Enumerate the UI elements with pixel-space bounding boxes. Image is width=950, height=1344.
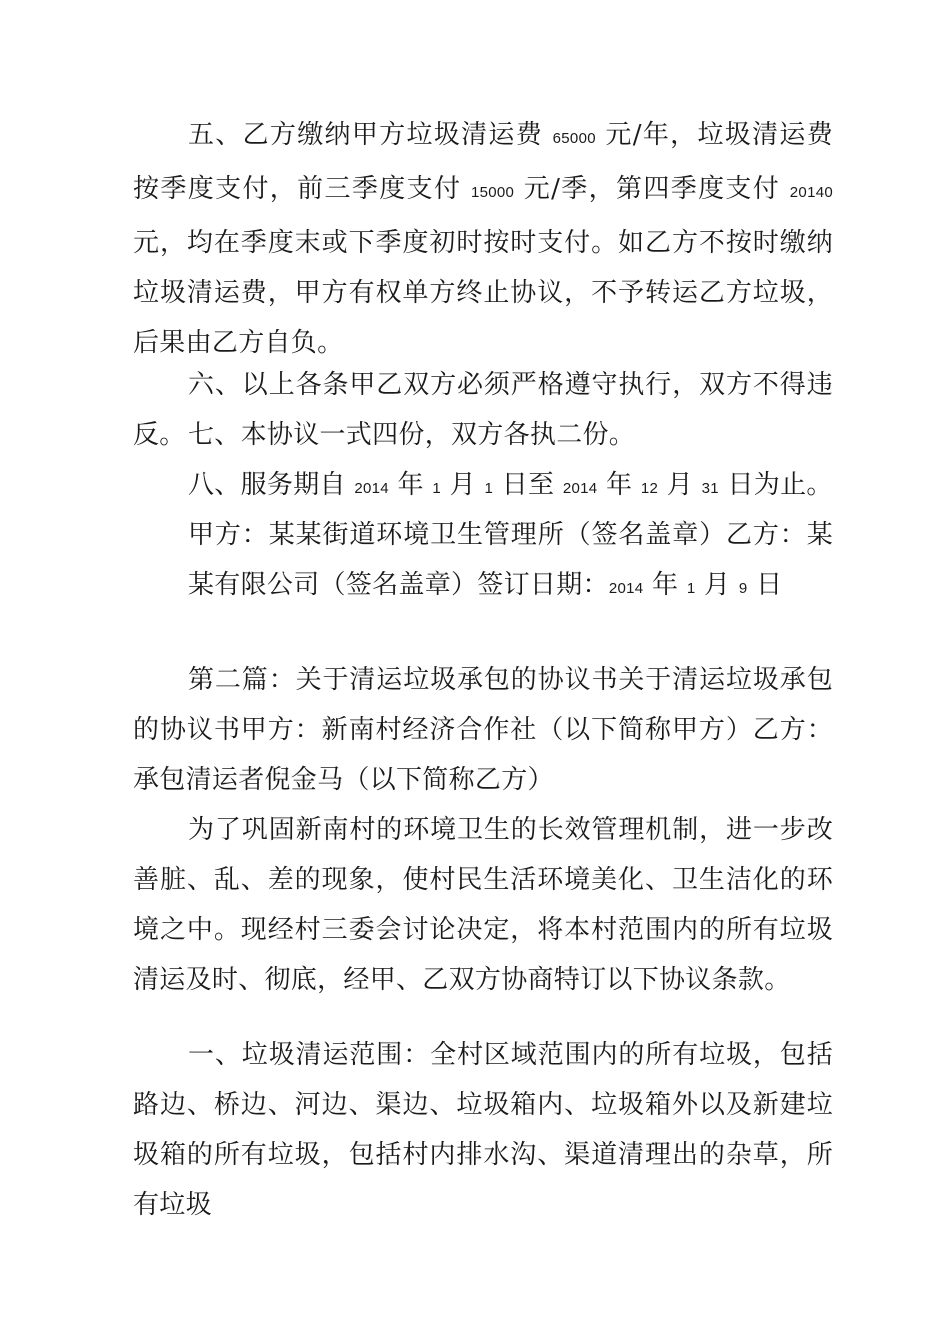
clause-five: [133, 110, 833, 368]
clause-eight-text-7: 日为止。: [718, 470, 833, 500]
clause-five-num-3: 20140: [789, 184, 833, 201]
clause-five-num-1: 65000: [552, 130, 596, 147]
signature-text-3: 月: [695, 570, 739, 600]
clause-eight-num-3: 1: [484, 480, 494, 497]
clause-eight-text-4: 日至: [493, 470, 563, 500]
clause-eight-num-1: 2014: [354, 480, 389, 497]
signature-block: [188, 510, 833, 614]
clause-eight-num-5: 12: [640, 480, 659, 497]
clause-five-text-3: 元/季，第四季度支付: [514, 174, 790, 204]
signature-num-3: 9: [738, 580, 748, 597]
clause-eight-num-6: 31: [701, 480, 719, 497]
clause-eight: [133, 460, 833, 514]
signature-num-2: 1: [686, 580, 696, 597]
clause-eight-num-4: 2014: [562, 480, 598, 497]
clause-eight-num-2: 1: [432, 480, 442, 497]
clause-five-text-4: 元，均在季度末或下季度初时按时支付。如乙方不按时缴纳垃圾清运费，甲方有权单方终止协议，不予转运乙方垃圾，后果由乙方自负。: [133, 228, 833, 358]
clause-five-num-2: 15000: [470, 184, 515, 201]
clause-five-text-1: 五、乙方缴纳甲方垃圾清运费: [188, 120, 553, 150]
signature-text-2: 年: [643, 570, 687, 600]
clause-eight-text-6: 月: [658, 470, 702, 500]
clause-eight-text-5: 年: [597, 470, 641, 500]
signature-num-1: 2014: [608, 580, 644, 597]
clause-eight-text-3: 月: [441, 470, 485, 500]
clause-six: 六、以上各条甲乙双方必须严格遵守执行，双方不得违反。: [133, 370, 833, 450]
second-article-preamble: 为了巩固新南村的环境卫生的长效管理机制，进一步改善脏、乱、差的现象，使村民生活环境美化、卫生洁化的环境之中。现经村三委会讨论决定，将本村范围内的所有垃圾清运及时、彻底，经甲、乙双方协商特订以下协议条款。: [133, 815, 833, 995]
clause-five-text-2: 元/年，垃圾清运费按季度支付，前三季度支付: [133, 120, 833, 204]
second-article-clause-one: 一、垃圾清运范围：全村区域范围内的所有垃圾，包括路边、桥边、河边、渠边、垃圾箱内、垃圾箱外以及新建垃圾箱的所有垃圾，包括村内排水沟、渠道清理出的杂草，所有垃圾: [133, 1040, 833, 1220]
clause-eight-text-2: 年: [388, 470, 433, 500]
signature-text-1: 甲方：某某街道环境卫生管理所（签名盖章）乙方：某某有限公司（签名盖章）签订日期：: [188, 520, 833, 600]
signature-text-4: 日: [747, 570, 783, 600]
second-article-heading: 第二篇：关于清运垃圾承包的协议书关于清运垃圾承包的协议书甲方：新南村经济合作社（以下简称甲方）乙方：承包清运者倪金马（以下简称乙方）: [133, 665, 833, 795]
clause-seven: 七、本协议一式四份，双方各执二份。: [188, 420, 636, 450]
clause-eight-text-1: 八、服务期自: [188, 470, 355, 500]
